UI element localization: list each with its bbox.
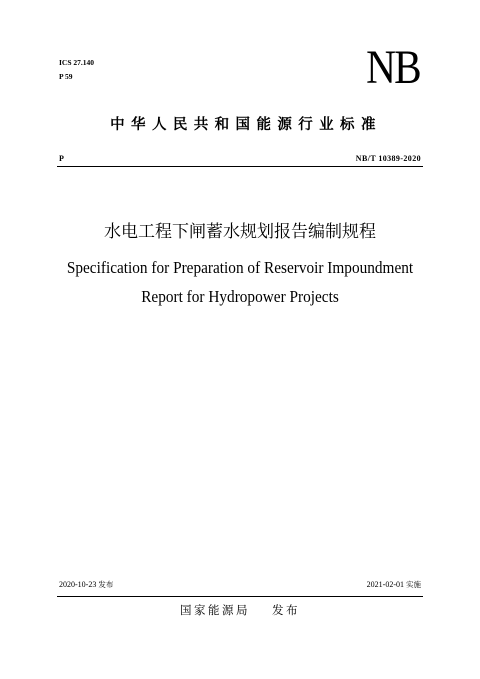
publish-label: 发布	[272, 603, 300, 617]
issue-date	[59, 580, 113, 590]
implementation-date-label: 实施	[406, 580, 421, 589]
title-english-line2: Report for Hydropower Projects	[141, 287, 339, 306]
class-code: P	[59, 154, 64, 163]
publisher	[0, 603, 480, 617]
standard-number: NB/T 10389-2020	[355, 154, 421, 163]
implementation-date-value: 2021-02-01	[366, 580, 404, 589]
ccs-code: P 59	[59, 72, 73, 81]
ics-code: ICS 27.140	[59, 58, 95, 67]
issue-date-label: 发布	[98, 580, 114, 589]
standard-category: 中华人民共和国能源行业标准	[110, 117, 382, 133]
title-chinese: 水电工程下闸蓄水规划报告编制规程	[104, 222, 376, 242]
title-english-line1: Specification for Preparation of Reservoir Impoundment	[66, 258, 414, 277]
nb-logo: NB	[366, 41, 420, 94]
publisher-name: 国家能源局	[180, 603, 250, 617]
issue-date-value: 2020-10-23	[59, 580, 97, 589]
bottom-divider	[57, 596, 423, 597]
top-divider	[57, 166, 423, 167]
implementation-date	[367, 580, 421, 590]
